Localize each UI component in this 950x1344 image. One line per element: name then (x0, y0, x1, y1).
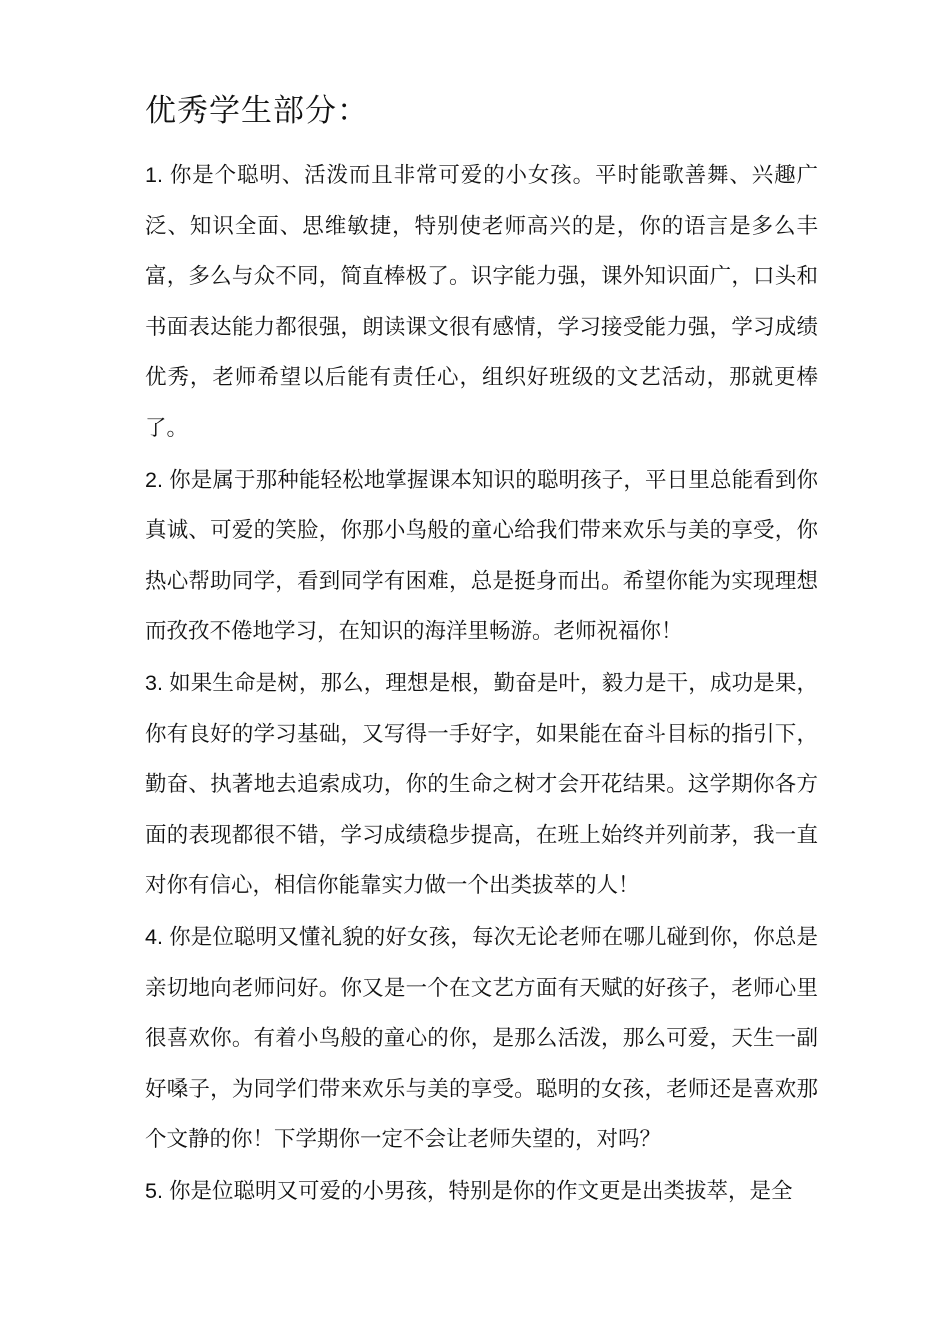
paragraph-text: 你是个聪明、活泼而且非常可爱的小女孩。平时能歌善舞、兴趣广泛、知识全面、思维敏捷，特别使老师高兴的是，你的语言是多么丰富，多么与众不同，简直棒极了。识字能力强，课外知识面广，口头和书面表达能力都很强，朗读课文很有感情，学习接受能力强，学习成绩优秀，老师希望以后能有责任心，组织好班级的文艺活动，那就更棒了。 (145, 163, 818, 441)
paragraph-number: 2. (145, 467, 163, 492)
paragraph-text: 你是位聪明又可爱的小男孩，特别是你的作文更是出类拔萃，是全 (168, 1178, 793, 1204)
paragraph-number: 5. (145, 1178, 163, 1203)
comment-paragraph-2 (145, 455, 818, 658)
paragraph-number: 4. (145, 924, 163, 949)
paragraph-text: 你是属于那种能轻松地掌握课本知识的聪明孩子，平日里总能看到你真诚、可爱的笑脸，你那小鸟般的童心给我们带来欢乐与美的享受，你热心帮助同学，看到同学有困难，总是挺身而出。希望你能为实现理想而孜孜不倦地学习，在知识的海洋里畅游。老师祝福你！ (145, 467, 818, 645)
comment-paragraph-1 (145, 150, 818, 455)
comment-paragraph-5 (145, 1166, 818, 1218)
paragraph-text: 如果生命是树，那么，理想是根，勤奋是叶，毅力是干，成功是果，你有良好的学习基础，又写得一手好字，如果能在奋斗目标的指引下，勤奋、执著地去追索成功，你的生命之树才会开花结果。这学期你各方面的表现都很不错，学习成绩稳步提高，在班上始终并列前茅，我一直对你有信心，相信你能靠实力做一个出类拔萃的人！ (145, 670, 818, 899)
document-body (145, 86, 818, 1217)
comment-paragraph-3 (145, 658, 818, 912)
paragraph-number: 3. (145, 670, 163, 695)
comment-paragraph-4 (145, 912, 818, 1166)
document-title: 优秀学生部分： (145, 93, 369, 129)
paragraph-text: 你是位聪明又懂礼貌的好女孩，每次无论老师在哪儿碰到你，你总是亲切地向老师问好。你又是一个在文艺方面有天赋的好孩子，老师心里很喜欢你。有着小鸟般的童心的你，是那么活泼，那么可爱，天生一副好嗓子，为同学们带来欢乐与美的享受。聪明的女孩，老师还是喜欢那个文静的你！下学期你一定不会让老师失望的，对吗？ (145, 924, 818, 1153)
paragraph-number: 1. (145, 163, 163, 187)
